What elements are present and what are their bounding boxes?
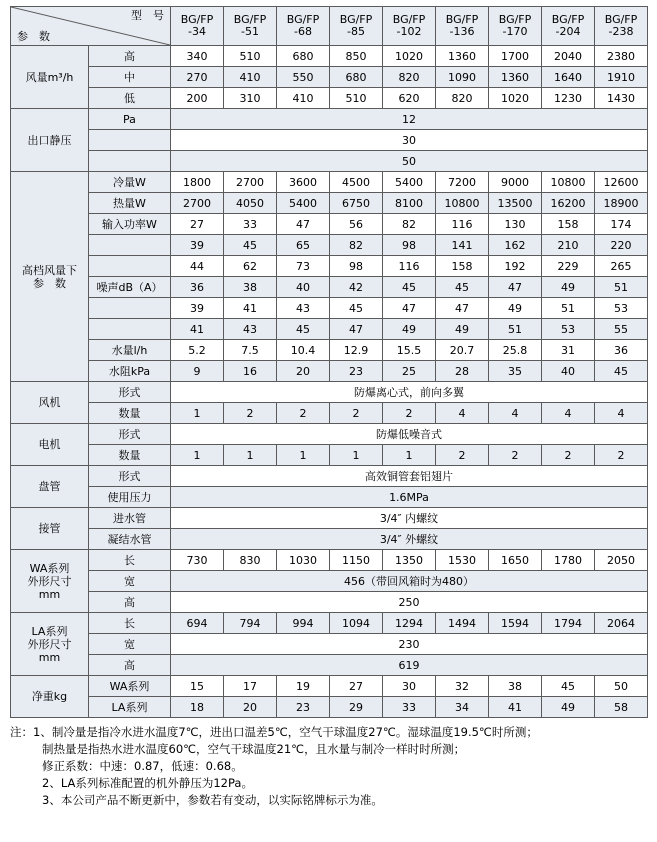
table-row [11,67,648,88]
cell-value: 550 [277,67,330,88]
cell-value: 19 [277,676,330,697]
row-span-value: 619 [171,655,648,676]
cell-value: 45 [383,277,436,298]
cell-value: 41 [171,319,224,340]
table-row [11,676,648,697]
row-group-label: LA系列 外形尺寸 mm [11,613,89,676]
cell-value: 43 [277,298,330,319]
spec-sheet [10,6,647,718]
cell-value: 45 [277,319,330,340]
cell-value: 23 [277,697,330,718]
spec-table [10,6,648,718]
row-sub-label [89,235,171,256]
model-header-label: 型 号 [131,9,164,22]
row-sub-label: 水量l/h [89,340,171,361]
cell-value: 27 [330,676,383,697]
cell-value: 51 [542,298,595,319]
cell-value: 200 [171,88,224,109]
cell-value: 116 [436,214,489,235]
row-span-value: 456（带回风箱时为480） [171,571,648,592]
cell-value: 2 [330,403,383,424]
cell-value: 18 [171,697,224,718]
cell-value: 38 [489,676,542,697]
cell-value: 13500 [489,193,542,214]
cell-value: 10800 [542,172,595,193]
cell-value: 47 [436,298,489,319]
row-span-value: 3/4″ 内螺纹 [171,508,648,529]
cell-value: 1020 [489,88,542,109]
row-sub-label: WA系列 [89,676,171,697]
cell-value: 5400 [383,172,436,193]
model-header-4: BG/FP -102 [383,7,436,46]
table-row [11,109,648,130]
cell-value: 1 [383,445,436,466]
note-line-1: 注：1、制冷量是指冷水进水温度7℃，进出口温差5℃，空气干球温度27℃。湿球温度19.5℃时所测； [10,725,538,739]
cell-value: 58 [595,697,648,718]
note-line-2: 制热量是指热水进水温度60℃，空气干球温度21℃，且水量与制冷一样时时所测； [42,742,466,756]
cell-value: 53 [542,319,595,340]
cell-value: 5.2 [171,340,224,361]
cell-value: 34 [436,697,489,718]
cell-value: 158 [542,214,595,235]
table-row [11,46,648,67]
cell-value: 1150 [330,550,383,571]
cell-value: 192 [489,256,542,277]
table-row [11,382,648,403]
table-row [11,634,648,655]
cell-value: 12600 [595,172,648,193]
cell-value: 41 [224,298,277,319]
cell-value: 620 [383,88,436,109]
cell-value: 2 [383,403,436,424]
cell-value: 141 [436,235,489,256]
row-sub-label: 高 [89,655,171,676]
row-sub-label: 宽 [89,571,171,592]
row-sub-label: 长 [89,550,171,571]
cell-value: 116 [383,256,436,277]
cell-value: 1294 [383,613,436,634]
cell-value: 47 [489,277,542,298]
cell-value: 49 [383,319,436,340]
cell-value: 35 [489,361,542,382]
cell-value: 40 [277,277,330,298]
cell-value: 49 [542,697,595,718]
cell-value: 47 [383,298,436,319]
row-sub-label: 水阻kPa [89,361,171,382]
table-row [11,697,648,718]
cell-value: 2 [224,403,277,424]
table-row [11,424,648,445]
row-sub-label: 冷量W [89,172,171,193]
cell-value: 15 [171,676,224,697]
row-sub-label: 长 [89,613,171,634]
cell-value: 1230 [542,88,595,109]
cell-value: 1910 [595,67,648,88]
notes-block [10,724,647,809]
row-sub-label: LA系列 [89,697,171,718]
cell-value: 28 [436,361,489,382]
row-sub-label [89,130,171,151]
cell-value: 1640 [542,67,595,88]
row-sub-label: 形式 [89,424,171,445]
cell-value: 1 [224,445,277,466]
cell-value: 310 [224,88,277,109]
row-group-label: 接管 [11,508,89,550]
cell-value: 33 [383,697,436,718]
cell-value: 49 [542,277,595,298]
row-sub-label: 输入功率W [89,214,171,235]
cell-value: 20 [224,697,277,718]
cell-value: 1 [171,403,224,424]
table-row [11,466,648,487]
cell-value: 1360 [436,46,489,67]
cell-value: 45 [224,235,277,256]
cell-value: 51 [595,277,648,298]
cell-value: 10.4 [277,340,330,361]
table-row [11,319,648,340]
cell-value: 6750 [330,193,383,214]
table-row [11,592,648,613]
row-span-value: 30 [171,130,648,151]
cell-value: 16 [224,361,277,382]
model-header-0: BG/FP -34 [171,7,224,46]
cell-value: 2700 [171,193,224,214]
row-sub-label: 形式 [89,466,171,487]
row-span-value: 3/4″ 外螺纹 [171,529,648,550]
table-row [11,340,648,361]
row-group-label: 高档风量下 参 数 [11,172,89,382]
note-line-5: 3、本公司产品不断更新中，参数若有变动，以实际铭牌标示为准。 [42,793,383,807]
cell-value: 20 [277,361,330,382]
table-row [11,571,648,592]
row-sub-label: Pa [89,109,171,130]
cell-value: 29 [330,697,383,718]
cell-value: 2 [277,403,330,424]
cell-value: 850 [330,46,383,67]
cell-value: 220 [595,235,648,256]
row-sub-label: 高 [89,592,171,613]
row-sub-label: 形式 [89,382,171,403]
cell-value: 2 [595,445,648,466]
cell-value: 820 [383,67,436,88]
cell-value: 7.5 [224,340,277,361]
cell-value: 4 [436,403,489,424]
cell-value: 1 [277,445,330,466]
cell-value: 32 [436,676,489,697]
cell-value: 994 [277,613,330,634]
model-header-5: BG/FP -136 [436,7,489,46]
cell-value: 98 [383,235,436,256]
cell-value: 4 [542,403,595,424]
cell-value: 820 [436,88,489,109]
row-group-label: 风量m³/h [11,46,89,109]
row-sub-label [89,319,171,340]
cell-value: 510 [224,46,277,67]
table-row [11,277,648,298]
cell-value: 265 [595,256,648,277]
table-row [11,508,648,529]
row-sub-label: 宽 [89,634,171,655]
cell-value: 82 [383,214,436,235]
cell-value: 830 [224,550,277,571]
cell-value: 44 [171,256,224,277]
cell-value: 1780 [542,550,595,571]
row-span-value: 防爆离心式，前向多翼 [171,382,648,403]
cell-value: 2064 [595,613,648,634]
row-sub-label: 低 [89,88,171,109]
cell-value: 1020 [383,46,436,67]
cell-value: 1 [171,445,224,466]
cell-value: 33 [224,214,277,235]
row-group-label: 出口静压 [11,109,89,172]
cell-value: 5400 [277,193,330,214]
table-row [11,613,648,634]
table-row [11,655,648,676]
row-sub-label: 使用压力 [89,487,171,508]
row-span-value: 250 [171,592,648,613]
cell-value: 2050 [595,550,648,571]
cell-value: 1530 [436,550,489,571]
cell-value: 45 [330,298,383,319]
cell-value: 31 [542,340,595,361]
table-row [11,529,648,550]
cell-value: 510 [330,88,383,109]
cell-value: 4500 [330,172,383,193]
cell-value: 2040 [542,46,595,67]
cell-value: 3600 [277,172,330,193]
cell-value: 36 [595,340,648,361]
cell-value: 9000 [489,172,542,193]
row-group-label: WA系列 外形尺寸 mm [11,550,89,613]
table-row [11,403,648,424]
cell-value: 47 [330,319,383,340]
row-sub-label [89,151,171,172]
model-header-7: BG/FP -204 [542,7,595,46]
cell-value: 1350 [383,550,436,571]
cell-value: 40 [542,361,595,382]
cell-value: 20.7 [436,340,489,361]
row-sub-label: 高 [89,46,171,67]
note-line-4: 2、LA系列标准配置的机外静压为12Pa。 [42,776,253,790]
row-group-label: 净重kg [11,676,89,718]
cell-value: 4 [595,403,648,424]
cell-value: 25 [383,361,436,382]
cell-value: 38 [224,277,277,298]
row-span-value: 50 [171,151,648,172]
row-sub-label: 数量 [89,445,171,466]
cell-value: 39 [171,235,224,256]
row-sub-label [89,298,171,319]
cell-value: 27 [171,214,224,235]
cell-value: 1430 [595,88,648,109]
cell-value: 410 [224,67,277,88]
cell-value: 45 [436,277,489,298]
cell-value: 42 [330,277,383,298]
row-sub-label: 凝结水管 [89,529,171,550]
cell-value: 56 [330,214,383,235]
cell-value: 1594 [489,613,542,634]
row-group-label: 电机 [11,424,89,466]
cell-value: 23 [330,361,383,382]
cell-value: 2700 [224,172,277,193]
row-group-label: 盘管 [11,466,89,508]
param-header-label: 参 数 [17,30,50,43]
cell-value: 49 [436,319,489,340]
cell-value: 65 [277,235,330,256]
table-row [11,298,648,319]
row-span-value: 1.6MPa [171,487,648,508]
cell-value: 17 [224,676,277,697]
cell-value: 730 [171,550,224,571]
cell-value: 12.9 [330,340,383,361]
cell-value: 158 [436,256,489,277]
cell-value: 62 [224,256,277,277]
cell-value: 50 [595,676,648,697]
table-row [11,172,648,193]
note-line-3: 修正系数：中速：0.87，低速：0.68。 [42,759,243,773]
cell-value: 4 [489,403,542,424]
cell-value: 51 [489,319,542,340]
cell-value: 1700 [489,46,542,67]
cell-value: 1030 [277,550,330,571]
model-param-corner [11,7,171,46]
cell-value: 47 [277,214,330,235]
cell-value: 25.8 [489,340,542,361]
table-row [11,361,648,382]
cell-value: 210 [542,235,595,256]
cell-value: 30 [383,676,436,697]
cell-value: 82 [330,235,383,256]
cell-value: 410 [277,88,330,109]
cell-value: 8100 [383,193,436,214]
row-group-label: 风机 [11,382,89,424]
table-row [11,88,648,109]
cell-value: 9 [171,361,224,382]
cell-value: 162 [489,235,542,256]
row-sub-label: 噪声dB（A） [89,277,171,298]
cell-value: 1090 [436,67,489,88]
cell-value: 2380 [595,46,648,67]
row-sub-label [89,256,171,277]
cell-value: 15.5 [383,340,436,361]
cell-value: 4050 [224,193,277,214]
cell-value: 53 [595,298,648,319]
cell-value: 39 [171,298,224,319]
row-sub-label: 数量 [89,403,171,424]
cell-value: 2 [436,445,489,466]
cell-value: 1794 [542,613,595,634]
cell-value: 2 [542,445,595,466]
table-row [11,487,648,508]
cell-value: 55 [595,319,648,340]
cell-value: 2 [489,445,542,466]
table-row [11,550,648,571]
cell-value: 10800 [436,193,489,214]
cell-value: 43 [224,319,277,340]
cell-value: 229 [542,256,595,277]
table-row [11,256,648,277]
cell-value: 1 [330,445,383,466]
cell-value: 7200 [436,172,489,193]
cell-value: 1494 [436,613,489,634]
cell-value: 1360 [489,67,542,88]
row-sub-label: 中 [89,67,171,88]
row-span-value: 12 [171,109,648,130]
cell-value: 98 [330,256,383,277]
cell-value: 1800 [171,172,224,193]
row-span-value: 防爆低噪音式 [171,424,648,445]
cell-value: 680 [277,46,330,67]
cell-value: 340 [171,46,224,67]
cell-value: 73 [277,256,330,277]
cell-value: 1094 [330,613,383,634]
cell-value: 49 [489,298,542,319]
model-header-2: BG/FP -68 [277,7,330,46]
cell-value: 130 [489,214,542,235]
cell-value: 680 [330,67,383,88]
cell-value: 694 [171,613,224,634]
row-span-value: 高效铜管套铝翅片 [171,466,648,487]
cell-value: 45 [542,676,595,697]
cell-value: 41 [489,697,542,718]
model-header-1: BG/FP -51 [224,7,277,46]
model-header-3: BG/FP -85 [330,7,383,46]
cell-value: 18900 [595,193,648,214]
table-row [11,445,648,466]
cell-value: 270 [171,67,224,88]
row-sub-label: 热量W [89,193,171,214]
table-row [11,151,648,172]
table-row [11,193,648,214]
table-row [11,214,648,235]
cell-value: 174 [595,214,648,235]
table-row [11,130,648,151]
row-sub-label: 进水管 [89,508,171,529]
cell-value: 1650 [489,550,542,571]
model-header-8: BG/FP -238 [595,7,648,46]
model-header-6: BG/FP -170 [489,7,542,46]
table-row [11,235,648,256]
cell-value: 45 [595,361,648,382]
row-span-value: 230 [171,634,648,655]
cell-value: 794 [224,613,277,634]
cell-value: 16200 [542,193,595,214]
cell-value: 36 [171,277,224,298]
